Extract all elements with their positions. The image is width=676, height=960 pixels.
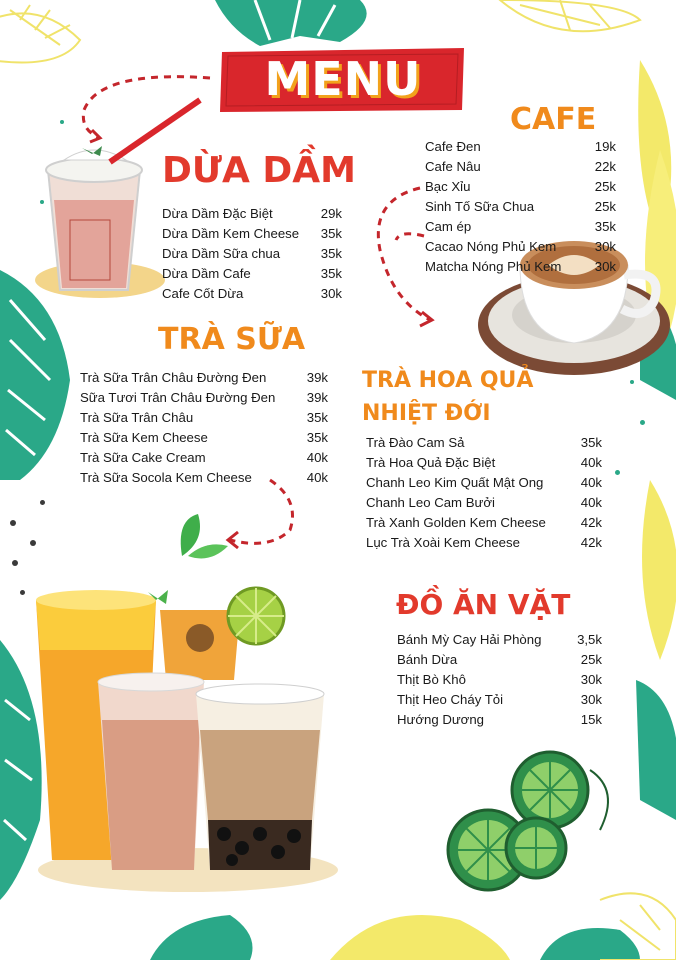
decor-dot [640, 420, 645, 425]
mint-leaf-icon [176, 510, 236, 560]
tra-hoa-qua-list [366, 433, 602, 553]
item-price: 40k [306, 450, 328, 465]
menu-title: MENU [264, 52, 422, 106]
list-item [80, 368, 328, 388]
fruit-tea-cups-icon [28, 570, 338, 890]
list-item [397, 670, 602, 690]
item-price: 40k [580, 495, 602, 510]
list-item [80, 408, 328, 428]
item-name: Lục Trà Xoài Kem Cheese [366, 535, 520, 550]
item-name: Bánh Mỳ Cay Hải Phòng [397, 632, 542, 647]
item-name: Trà Hoa Quả Đặc Biệt [366, 455, 496, 470]
item-name: Cacao Nóng Phủ Kem [425, 239, 557, 254]
item-name: Sữa Tươi Trân Châu Đường Đen [80, 390, 276, 405]
item-price: 30k [594, 239, 616, 254]
list-item [162, 264, 342, 284]
tra-hoa-qua-title-line2: NHIỆT ĐỚI [362, 401, 491, 426]
list-item [366, 513, 602, 533]
item-name: Dừa Dầm Kem Cheese [162, 226, 300, 241]
list-item [397, 690, 602, 710]
item-name: Dừa Dầm Đặc Biệt [162, 206, 273, 221]
lime-slices-icon [440, 750, 630, 900]
list-item [366, 453, 602, 473]
item-price: 15k [580, 712, 602, 727]
item-name: Cafe Nâu [425, 159, 481, 174]
item-price: 3,5k [577, 632, 602, 647]
item-name: Trà Sữa Trân Châu [80, 410, 194, 425]
item-price: 25k [594, 179, 616, 194]
do-an-vat-list [397, 630, 602, 730]
list-item [162, 244, 342, 264]
tra-hoa-qua-title-line1: TRÀ HOA QUẢ [362, 368, 534, 393]
item-name: Chanh Leo Kim Quất Mật Ong [366, 475, 544, 490]
item-name: Hướng Dương [397, 712, 485, 727]
list-item [366, 533, 602, 553]
item-price: 30k [594, 259, 616, 274]
item-name: Trà Sữa Socola Kem Cheese [80, 470, 252, 485]
item-price: 35k [594, 219, 616, 234]
item-name: Cam ép [425, 219, 472, 234]
do-an-vat-title: ĐỒ ĂN VẶT [396, 588, 571, 621]
decor-dot [630, 380, 634, 384]
item-price: 35k [320, 246, 342, 261]
item-price: 35k [306, 410, 328, 425]
decor-dot [40, 500, 45, 505]
item-name: Trà Sữa Kem Cheese [80, 430, 208, 445]
list-item [425, 217, 616, 237]
item-name: Matcha Nóng Phủ Kem [425, 259, 562, 274]
item-price: 35k [306, 430, 328, 445]
item-name: Sinh Tố Sữa Chua [425, 199, 535, 214]
list-item [425, 177, 616, 197]
coconut-drink-icon [30, 140, 180, 300]
item-name: Trà Sữa Trân Châu Đường Đen [80, 370, 267, 385]
item-name: Cafe Cốt Dừa [162, 286, 244, 301]
item-price: 29k [320, 206, 342, 221]
list-item [425, 237, 616, 257]
item-name: Thịt Heo Cháy Tỏi [397, 692, 504, 707]
decor-dot [615, 470, 620, 475]
list-item [397, 710, 602, 730]
item-name: Dừa Dầm Sữa chua [162, 246, 281, 261]
list-item [162, 284, 342, 304]
list-item [397, 630, 602, 650]
item-name: Cafe Đen [425, 139, 481, 154]
item-price: 35k [580, 435, 602, 450]
decor-dot [10, 520, 16, 526]
decor-dot [20, 590, 25, 595]
tra-sua-title: TRÀ SỮA [158, 322, 306, 357]
list-item [366, 433, 602, 453]
list-item [366, 473, 602, 493]
item-name: Thịt Bò Khô [397, 672, 466, 687]
item-price: 40k [580, 455, 602, 470]
decor-dot [30, 540, 36, 546]
list-item [425, 197, 616, 217]
item-price: 25k [594, 199, 616, 214]
list-item [366, 493, 602, 513]
decor-dot [60, 120, 64, 124]
item-price: 35k [320, 226, 342, 241]
item-name: Trà Xanh Golden Kem Cheese [366, 515, 546, 530]
cafe-title: CAFE [510, 102, 597, 137]
list-item [162, 224, 342, 244]
item-price: 30k [580, 692, 602, 707]
menu-banner [218, 46, 468, 114]
tra-sua-list [80, 368, 328, 488]
list-item [80, 388, 328, 408]
item-price: 30k [580, 672, 602, 687]
list-item [425, 257, 616, 277]
dua-dam-list [162, 204, 342, 304]
item-name: Dừa Dầm Cafe [162, 266, 251, 281]
item-price: 40k [306, 470, 328, 485]
list-item [425, 137, 616, 157]
item-name: Bạc Xỉu [425, 179, 471, 194]
item-price: 35k [320, 266, 342, 281]
list-item [425, 157, 616, 177]
decor-dot [12, 560, 18, 566]
item-name: Bánh Dừa [397, 652, 458, 667]
item-price: 19k [594, 139, 616, 154]
list-item [80, 468, 328, 488]
item-price: 39k [306, 370, 328, 385]
item-price: 42k [580, 535, 602, 550]
item-name: Trà Sữa Cake Cream [80, 450, 206, 465]
item-price: 30k [320, 286, 342, 301]
list-item [162, 204, 342, 224]
item-name: Chanh Leo Cam Bưởi [366, 495, 495, 510]
item-name: Trà Đào Cam Sả [366, 435, 465, 450]
item-price: 42k [580, 515, 602, 530]
dua-dam-title: DỪA DẦM [162, 150, 356, 191]
list-item [397, 650, 602, 670]
item-price: 39k [306, 390, 328, 405]
item-price: 40k [580, 475, 602, 490]
item-price: 22k [594, 159, 616, 174]
cafe-list [425, 137, 616, 277]
list-item [80, 428, 328, 448]
item-price: 25k [580, 652, 602, 667]
list-item [80, 448, 328, 468]
